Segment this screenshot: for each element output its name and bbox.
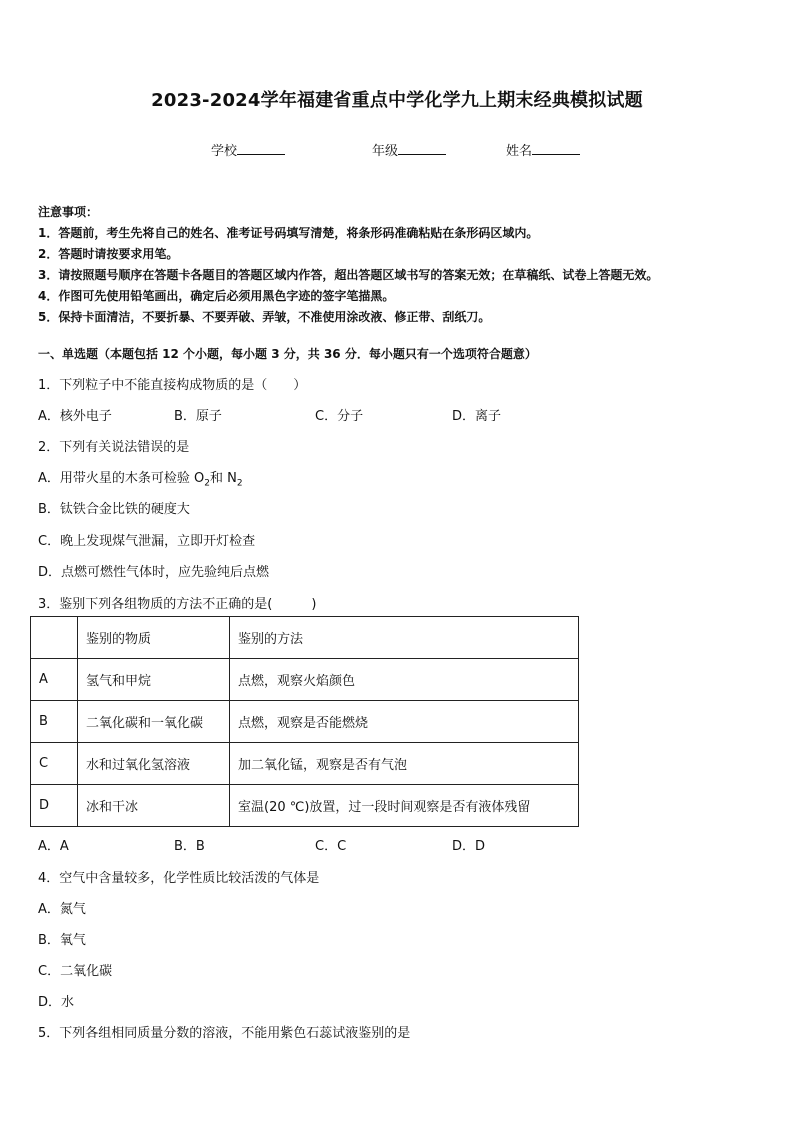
table-row bbox=[31, 659, 579, 701]
table-header-cell: 鉴别的物质 bbox=[78, 617, 230, 659]
q1-option-d[interactable]: D．离子 bbox=[452, 409, 502, 424]
notes-block bbox=[38, 202, 658, 328]
table-header-row bbox=[31, 617, 579, 659]
q3-option-b[interactable]: B．B bbox=[174, 839, 205, 854]
table-cell: C bbox=[31, 743, 78, 785]
student-info-row bbox=[0, 140, 794, 160]
q3-option-a[interactable]: A．A bbox=[38, 839, 69, 854]
note-item: 5．保持卡面清洁，不要折暴、不要弄破、弄皱，不准使用涂改液、修正带、刮纸刀。 bbox=[38, 310, 491, 324]
name-blank[interactable] bbox=[532, 141, 580, 155]
grade-label: 年级 bbox=[372, 144, 399, 159]
table-row bbox=[31, 785, 579, 827]
table-cell: A bbox=[31, 659, 78, 701]
question-4-stem: 4．空气中含量较多，化学性质比较活泼的气体是 bbox=[38, 871, 320, 886]
question-1-stem: 1．下列粒子中不能直接构成物质的是（ ） bbox=[38, 378, 307, 393]
table-cell: B bbox=[31, 701, 78, 743]
note-item: 4．作图可先使用铅笔画出，确定后必须用黑色字迹的签字笔描黑。 bbox=[38, 289, 395, 303]
table-cell: 氢气和甲烷 bbox=[78, 659, 230, 701]
grade-field[interactable] bbox=[372, 140, 446, 159]
q3-option-c[interactable]: C．C bbox=[315, 839, 347, 854]
table-cell: 点燃，观察火焰颜色 bbox=[230, 659, 579, 701]
q2-option-d[interactable]: D．点燃可燃性气体时，应先验纯后点燃 bbox=[38, 565, 270, 580]
subscript: 2 bbox=[236, 478, 243, 489]
note-item: 2．答题时请按要求用笔。 bbox=[38, 247, 179, 261]
q3-option-d[interactable]: D．D bbox=[452, 839, 486, 854]
name-field[interactable] bbox=[506, 140, 580, 159]
name-label: 姓名 bbox=[506, 144, 533, 159]
note-item: 1．答题前，考生先将自己的姓名、准考证号码填写清楚，将条形码准确粘贴在条形码区域内。 bbox=[38, 226, 539, 240]
page-title: 2023-2024学年福建省重点中学化学九上期末经典模拟试题 bbox=[151, 90, 643, 111]
school-field[interactable] bbox=[211, 140, 285, 159]
q1-option-c[interactable]: C．分子 bbox=[315, 409, 364, 424]
question-2-stem: 2．下列有关说法错误的是 bbox=[38, 440, 190, 455]
identification-table bbox=[30, 616, 579, 827]
question-5-stem: 5．下列各组相同质量分数的溶液，不能用紫色石蕊试液鉴别的是 bbox=[38, 1026, 411, 1041]
table-cell: 冰和干冰 bbox=[78, 785, 230, 827]
question-3-stem: 3．鉴别下列各组物质的方法不正确的是( ) bbox=[38, 597, 317, 612]
grade-blank[interactable] bbox=[398, 141, 446, 155]
table-cell: D bbox=[31, 785, 78, 827]
q4-option-b[interactable]: B．氧气 bbox=[38, 933, 86, 948]
school-blank[interactable] bbox=[237, 141, 285, 155]
table-cell: 点燃，观察是否能燃烧 bbox=[230, 701, 579, 743]
table-header-cell bbox=[31, 617, 78, 659]
note-item: 3．请按照题号顺序在答题卡各题目的答题区域内作答，超出答题区域书写的答案无效；在草稿纸、试卷上答题无效。 bbox=[38, 268, 659, 282]
q1-option-a[interactable]: A．核外电子 bbox=[38, 409, 112, 424]
table-cell: 二氧化碳和一氧化碳 bbox=[78, 701, 230, 743]
table-row bbox=[31, 743, 579, 785]
q2-option-c[interactable]: C．晚上发现煤气泄漏，立即开灯检查 bbox=[38, 534, 256, 549]
table-header-cell: 鉴别的方法 bbox=[230, 617, 579, 659]
table-cell: 室温(20 ℃)放置，过一段时间观察是否有液体残留 bbox=[230, 785, 579, 827]
notes-heading: 注意事项： bbox=[38, 205, 99, 219]
table-cell: 加二氧化锰，观察是否有气泡 bbox=[230, 743, 579, 785]
q4-option-c[interactable]: C．二氧化碳 bbox=[38, 964, 113, 979]
q2-option-b[interactable]: B．钛铁合金比铁的硬度大 bbox=[38, 502, 190, 517]
q2-option-a-mid: 和 N bbox=[210, 471, 237, 486]
q2-option-a[interactable] bbox=[38, 467, 243, 489]
q1-option-b[interactable]: B．原子 bbox=[174, 409, 222, 424]
school-label: 学校 bbox=[211, 144, 238, 159]
q4-option-a[interactable]: A．氮气 bbox=[38, 902, 86, 917]
table-row bbox=[31, 701, 579, 743]
table-cell: 水和过氧化氢溶液 bbox=[78, 743, 230, 785]
q4-option-d[interactable]: D．水 bbox=[38, 995, 75, 1010]
section-heading: 一、单选题（本题包括 12 个小题，每小题 3 分，共 36 分．每小题只有一个选项符合题意） bbox=[38, 347, 537, 361]
q2-option-a-prefix: A．用带火星的木条可检验 O bbox=[38, 471, 205, 486]
subscript: 2 bbox=[204, 478, 210, 489]
